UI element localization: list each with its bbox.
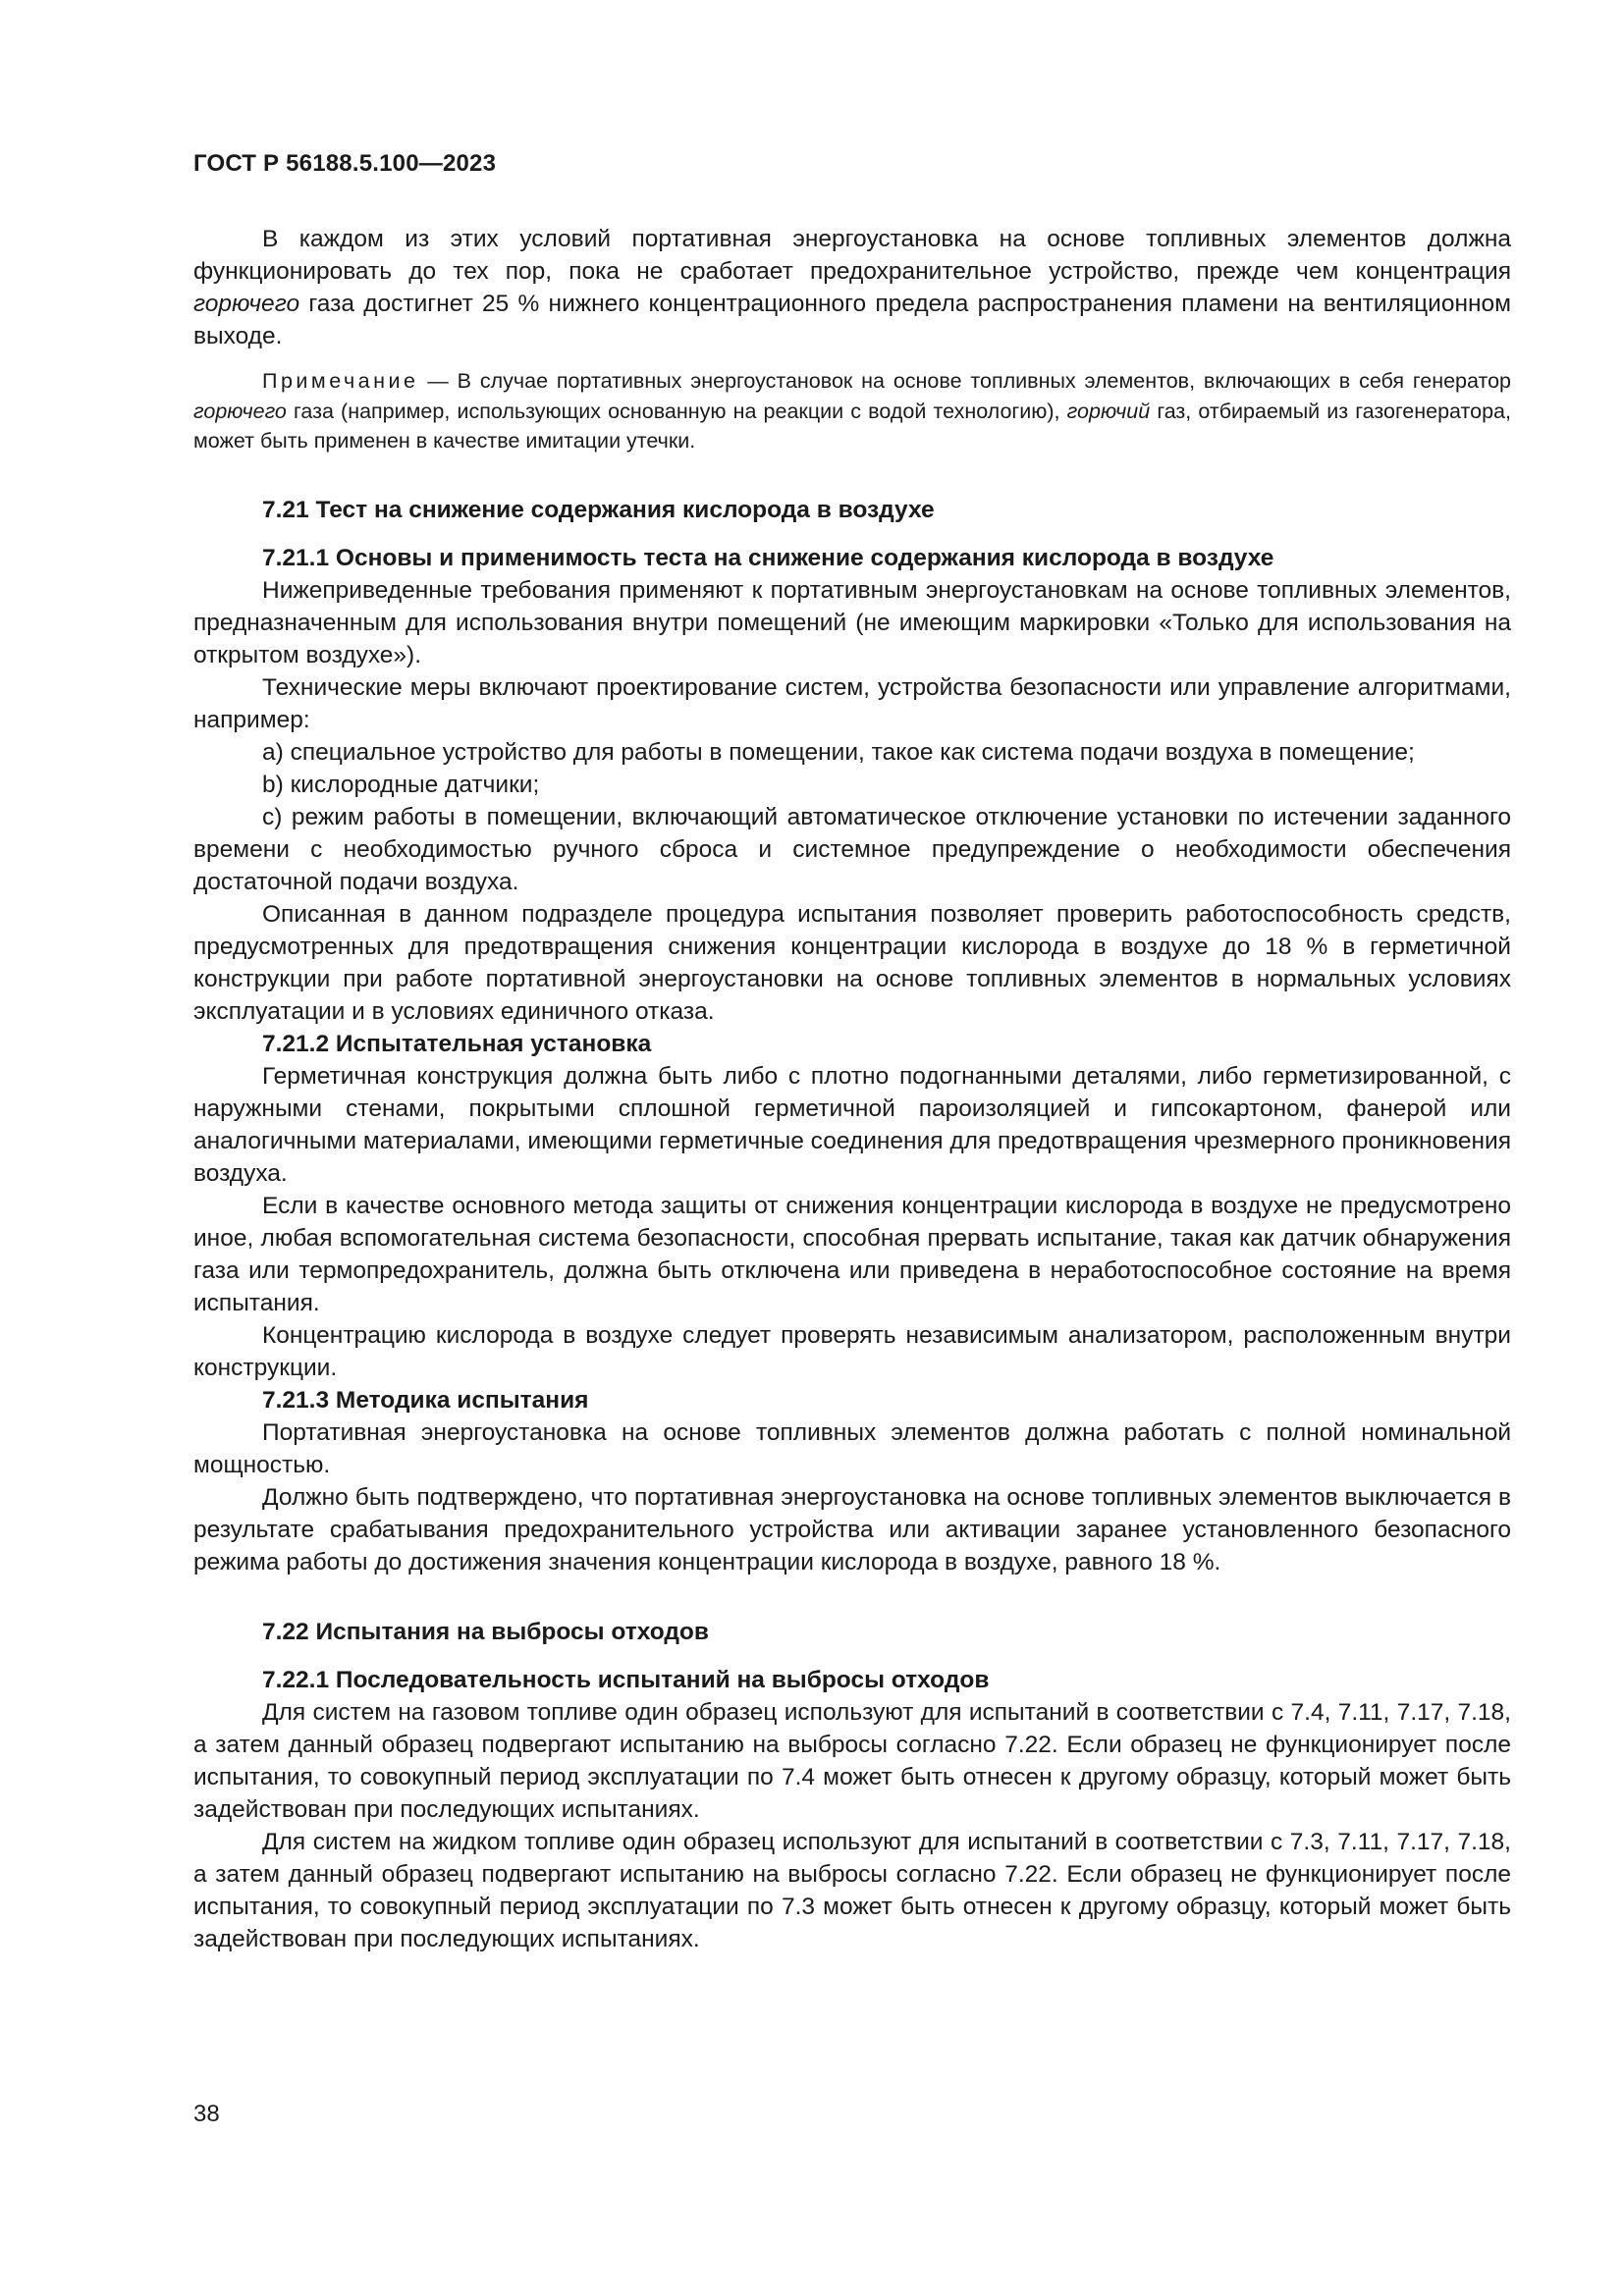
note-paragraph xyxy=(193,366,1511,456)
subsection-heading-7-21-1: 7.21.1 Основы и применимость теста на снижение содержания кислорода в воздухе xyxy=(262,544,1274,571)
document-header: ГОСТ Р 56188.5.100—2023 xyxy=(193,150,497,177)
text-run: В каждом из этих условий портативная энергоустановка на основе топливных элементов должна функционировать до тех пор, пока не сработает предохранительное устройство, прежде чем концентрация xyxy=(193,226,1511,285)
italic-term: горючего xyxy=(193,399,287,423)
paragraph: Нижеприведенные требования применяют к портативным энергоустановкам на основе топливных элементов, предназначенным для использования внутри помещений (не имеющим маркировки «Только для использования на открытом воздухе»). xyxy=(193,576,1511,668)
paragraph: Герметичная конструкция должна быть либо с плотно подогнанными деталями, либо герметизированной, с наружными стенами, покрытыми сплошной герметичной пароизоляцией и гипсокартоном, фанерой или аналогичными материалами, имеющими герметичные соединения для предотвращения чрезмерного проникновения воздуха. xyxy=(193,1062,1511,1187)
document-body xyxy=(193,223,1511,1955)
paragraph: Если в качестве основного метода защиты от снижения концентрации кислорода в воздухе не предусмотрено иное, любая вспомогательная система безопасности, способная прервать испытание, такая как датчик обнаружения газа или термопредохранитель, должна быть отключена или приведена в неработоспособное состояние на время испытания. xyxy=(193,1192,1511,1316)
paragraph: Портативная энергоустановка на основе топливных элементов должна работать с полной номинальной мощностью. xyxy=(193,1418,1511,1478)
paragraph: Концентрацию кислорода в воздухе следует проверять независимым анализатором, расположенным внутри конструкции. xyxy=(193,1321,1511,1381)
section-heading-7-21: 7.21 Тест на снижение содержания кислорода в воздухе xyxy=(262,496,935,523)
intro-paragraph xyxy=(193,223,1511,352)
list-item: c) режим работы в помещении, включающий автоматическое отключение установки по истечении заданного времени с необходимостью ручного сброса и системное предупреждение о необходимости обеспечения достаточной подачи воздуха. xyxy=(193,803,1511,895)
paragraph: Для систем на жидком топливе один образец используют для испытаний в соответствии с 7.3, 7.11, 7.17, 7.18, а затем данный образец подвергают испытанию на выбросы согласно 7.22. Если образец не функционирует после испытания, то совокупный период эксплуатации по 7.3 может быть отнесен к другому образцу, который может быть задействован при последующих испытаниях. xyxy=(193,1828,1511,1952)
list-item: b) кислородные датчики; xyxy=(262,771,540,798)
text-run: газа достигнет 25 % нижнего концентрационного предела распространения пламени на вентиляционном выходе. xyxy=(193,291,1511,349)
paragraph: Для систем на газовом топливе один образец используют для испытаний в соответствии с 7.4, 7.11, 7.17, 7.18, а затем данный образец подвергают испытанию на выбросы согласно 7.22. Если образец не функционирует после испытания, то совокупный период эксплуатации по 7.4 может быть отнесен к другому образцу, который может быть задействован при последующих испытаниях. xyxy=(193,1698,1511,1823)
page-number: 38 xyxy=(193,2101,220,2127)
subsection-heading-7-21-3: 7.21.3 Методика испытания xyxy=(262,1386,589,1414)
list-item: a) специальное устройство для работы в помещении, такое как система подачи воздуха в помещение; xyxy=(262,738,1415,766)
text-run: газа (например, использующих основанную на реакции с водой технологию), xyxy=(286,399,1067,423)
paragraph: Описанная в данном подразделе процедура испытания позволяет проверить работоспособность средств, предусмотренных для предотвращения снижения концентрации кислорода в воздухе до 18 % в герметичной конструкции при работе портативной энергоустановки на основе топливных элементов в нормальных условиях эксплуатации и в условиях единичного отказа. xyxy=(193,900,1511,1025)
subsection-heading-7-22-1: 7.22.1 Последовательность испытаний на выбросы отходов xyxy=(262,1666,990,1693)
section-heading-7-22: 7.22 Испытания на выбросы отходов xyxy=(262,1618,709,1645)
text-run: — В случае портативных энергоустановок на основе топливных элементов, включающих в себя генератор xyxy=(418,369,1511,393)
subsection-heading-7-21-2: 7.21.2 Испытательная установка xyxy=(262,1030,652,1057)
note-label: Примечание xyxy=(262,369,419,393)
text-run: газ, отбираемый из газогенератора, может быть применен в качестве имитации утечки. xyxy=(193,399,1511,453)
italic-term: горючий xyxy=(1066,399,1151,423)
paragraph: Технические меры включают проектирование систем, устройства безопасности или управление алгоритмами, например: xyxy=(193,673,1511,733)
paragraph: Должно быть подтверждено, что портативная энергоустановка на основе топливных элементов выключается в результате срабатывания предохранительного устройства или активации заранее установленного безопасного режима работы до достижения значения концентрации кислорода в воздухе, равного 18 %. xyxy=(193,1483,1511,1575)
italic-term: горючего xyxy=(193,291,300,317)
